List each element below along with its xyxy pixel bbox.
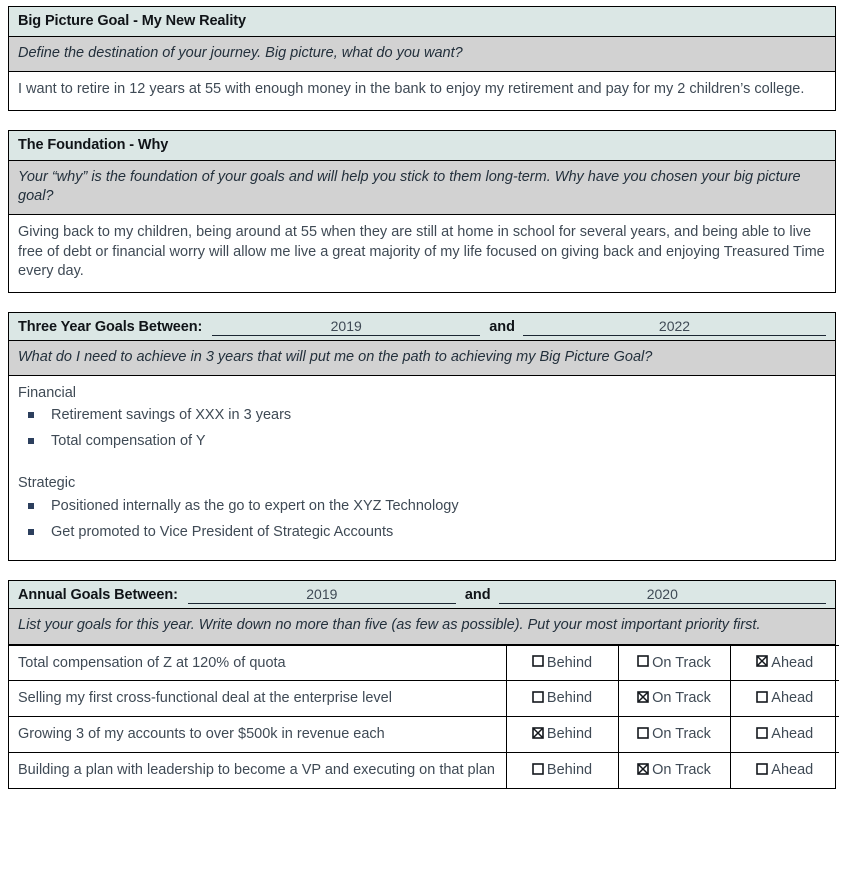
status-option-behind[interactable] xyxy=(506,681,618,717)
checkbox-unchecked-icon[interactable] xyxy=(532,691,544,703)
list-item-label: Get promoted to Vice President of Strategic Accounts xyxy=(51,523,394,540)
status-option-label: Behind xyxy=(546,690,593,707)
square-bullet-icon xyxy=(28,529,34,535)
status-option-label: Behind xyxy=(546,762,593,779)
goal-text[interactable]: Building a plan with leadership to become a VP and executing on that plan xyxy=(9,753,506,788)
section-foundation-why xyxy=(8,130,836,293)
big-picture-goal-prompt: Define the destination of your journey. Big picture, what do you want? xyxy=(9,37,835,72)
status-option-label: Ahead xyxy=(771,690,814,707)
annual-goals-prompt: List your goals for this year. Write down no more than five (as few as possible). Put your most important priority first. xyxy=(9,609,835,644)
table-row xyxy=(9,753,839,788)
checkbox-unchecked-icon[interactable] xyxy=(637,727,649,739)
group-spacer xyxy=(18,460,826,474)
foundation-prompt: Your “why” is the foundation of your goals and will help you stick to them long-term. Why have you chosen your big picture goal? xyxy=(9,161,835,215)
square-bullet-icon xyxy=(28,438,34,444)
status-option-on-track[interactable] xyxy=(618,717,730,753)
status-option-label: Behind xyxy=(546,654,593,671)
status-option-ahead[interactable] xyxy=(730,645,839,681)
goal-group-list xyxy=(18,406,826,458)
list-item[interactable] xyxy=(18,406,826,432)
status-option-ahead[interactable] xyxy=(730,753,839,788)
list-item[interactable] xyxy=(18,432,826,458)
status-option-on-track[interactable] xyxy=(618,753,730,788)
list-item-label: Total compensation of Y xyxy=(51,433,206,450)
status-option-on-track[interactable] xyxy=(618,645,730,681)
checkbox-checked-icon[interactable] xyxy=(637,763,649,775)
goal-group-list xyxy=(18,497,826,549)
checkbox-unchecked-icon[interactable] xyxy=(756,691,768,703)
checkbox-unchecked-icon[interactable] xyxy=(532,763,544,775)
checkbox-unchecked-icon[interactable] xyxy=(532,655,544,667)
three-year-goals-header xyxy=(9,313,835,341)
goal-group-strategic xyxy=(18,474,826,548)
square-bullet-icon xyxy=(28,503,34,509)
three-year-end-year-field[interactable]: 2022 xyxy=(523,318,826,336)
annual-goals-label: Annual Goals Between: xyxy=(18,587,178,604)
section-three-year-goals xyxy=(8,312,836,562)
status-option-behind[interactable] xyxy=(506,645,618,681)
big-picture-goal-title: Big Picture Goal - My New Reality xyxy=(9,7,835,37)
status-option-label: Ahead xyxy=(771,726,814,743)
checkbox-unchecked-icon[interactable] xyxy=(756,727,768,739)
status-option-behind[interactable] xyxy=(506,753,618,788)
section-annual-goals xyxy=(8,580,836,789)
status-option-behind[interactable] xyxy=(506,717,618,753)
goal-text[interactable]: Total compensation of Z at 120% of quota xyxy=(9,645,506,681)
goal-text[interactable]: Selling my first cross-functional deal at the enterprise level xyxy=(9,681,506,717)
annual-end-year-field[interactable]: 2020 xyxy=(499,586,826,604)
table-row xyxy=(9,645,839,681)
three-year-and-label: and xyxy=(489,318,515,335)
status-option-on-track[interactable] xyxy=(618,681,730,717)
annual-and-label: and xyxy=(464,587,491,604)
three-year-goals-label: Three Year Goals Between: xyxy=(18,318,203,335)
checkbox-checked-icon[interactable] xyxy=(756,655,768,667)
goal-group-financial xyxy=(18,384,826,458)
status-option-label: On Track xyxy=(652,762,711,779)
status-option-label: Ahead xyxy=(771,762,814,779)
table-row xyxy=(9,681,839,717)
status-option-ahead[interactable] xyxy=(730,717,839,753)
status-option-label: Behind xyxy=(546,726,593,743)
section-big-picture-goal xyxy=(8,6,836,111)
annual-goals-header xyxy=(9,581,835,609)
status-option-label: On Track xyxy=(652,654,711,671)
foundation-title: The Foundation - Why xyxy=(9,131,835,161)
checkbox-checked-icon[interactable] xyxy=(532,727,544,739)
annual-goals-table xyxy=(9,645,839,788)
status-option-label: On Track xyxy=(652,726,711,743)
big-picture-goal-answer[interactable]: I want to retire in 12 years at 55 with enough money in the bank to enjoy my retirement and pay for my 2 children’s college. xyxy=(18,81,805,98)
table-row xyxy=(9,717,839,753)
square-bullet-icon xyxy=(28,412,34,418)
goal-group-title: Strategic xyxy=(18,475,76,492)
list-item[interactable] xyxy=(18,497,826,523)
status-option-label: On Track xyxy=(652,690,711,707)
goal-group-title: Financial xyxy=(18,384,77,401)
list-item-label: Retirement savings of XXX in 3 years xyxy=(51,407,292,424)
three-year-goals-prompt: What do I need to achieve in 3 years that will put me on the path to achieving my Big Picture Goal? xyxy=(9,341,835,376)
three-year-goals-body xyxy=(9,376,835,561)
status-option-ahead[interactable] xyxy=(730,681,839,717)
three-year-start-year-field[interactable]: 2019 xyxy=(212,318,480,336)
goal-text[interactable]: Growing 3 of my accounts to over $500k in revenue each xyxy=(9,717,506,753)
checkbox-checked-icon[interactable] xyxy=(637,691,649,703)
checkbox-unchecked-icon[interactable] xyxy=(756,763,768,775)
list-item[interactable] xyxy=(18,523,826,549)
list-item-label: Positioned internally as the go to expert on the XYZ Technology xyxy=(51,497,459,514)
checkbox-unchecked-icon[interactable] xyxy=(637,655,649,667)
status-option-label: Ahead xyxy=(771,654,814,671)
annual-start-year-field[interactable]: 2019 xyxy=(188,586,456,604)
foundation-answer[interactable]: Giving back to my children, being around at 55 when they are still at home in school for several years, and being able to live free of debt or financial worry will allow me live a great majority of my life focused on giving back and enjoying Treasured Time every day. xyxy=(18,223,825,280)
